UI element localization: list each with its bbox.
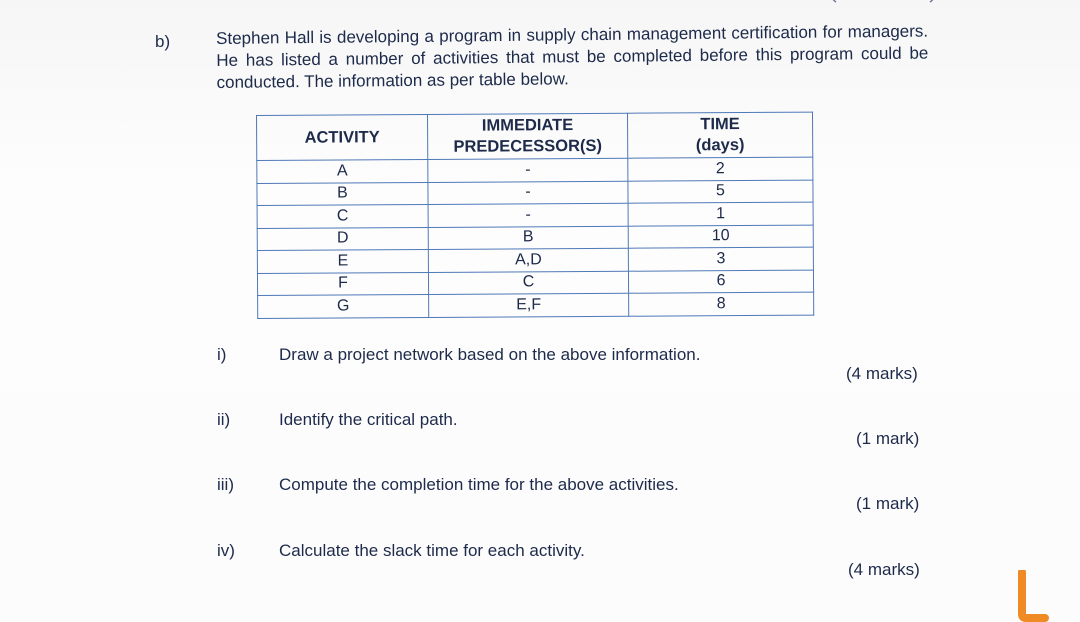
question-text: Draw a project network based on the above information. — [279, 345, 701, 364]
cell-predecessor: B — [428, 226, 628, 250]
cell-activity: A — [257, 159, 428, 183]
cell-activity: C — [257, 204, 428, 228]
cell-activity: D — [257, 227, 428, 251]
question-number: iv) — [217, 541, 235, 560]
cell-predecessor: E,F — [429, 293, 629, 317]
cell-predecessor: A,D — [428, 248, 628, 272]
top-corner-bracket-mark — [828, 0, 938, 6]
activity-table — [256, 112, 814, 319]
question-text: Identify the critical path. — [279, 410, 458, 429]
orange-l-mark — [1015, 570, 1055, 622]
table-row — [257, 270, 813, 296]
header-time-text: TIME (days) — [695, 115, 745, 155]
cell-predecessor: - — [428, 181, 628, 205]
cell-time: 3 — [628, 247, 813, 271]
cell-predecessor: - — [428, 203, 628, 227]
intro-paragraph: Stephen Hall is developing a program in supply chain management certification for managers. He has listed a number of activities that must be completed before this program could be conducted. The information as per table below. — [216, 21, 929, 92]
cell-predecessor: - — [428, 158, 628, 182]
cell-activity: B — [257, 182, 428, 206]
cell-time: 2 — [628, 157, 813, 181]
cell-time: 8 — [629, 292, 814, 316]
cell-activity: F — [257, 272, 428, 296]
header-predecessor — [427, 113, 627, 159]
header-time — [627, 112, 812, 158]
question-text: Compute the completion time for the above activities. — [279, 475, 679, 494]
table-row — [258, 292, 814, 318]
cell-time: 10 — [628, 225, 813, 249]
cell-activity: E — [257, 249, 428, 273]
table-header-row — [257, 112, 813, 160]
cell-time: 5 — [628, 180, 813, 204]
header-activity: ACTIVITY — [257, 114, 428, 160]
question-2-marks: (1 mark) — [856, 429, 920, 448]
cell-predecessor: C — [428, 271, 628, 295]
question-number: iii) — [217, 475, 234, 494]
question-text: Calculate the slack time for each activity. — [279, 541, 585, 560]
part-label: b) — [155, 32, 171, 51]
cell-time: 1 — [628, 202, 813, 226]
question-4-marks: (4 marks) — [848, 560, 920, 579]
cell-time: 6 — [628, 270, 813, 294]
header-predecessor-text: IMMEDIATE PREDECESSOR(S) — [453, 116, 603, 156]
activity-table-container — [256, 112, 814, 319]
cell-activity: G — [258, 294, 429, 318]
question-1-marks: (4 marks) — [846, 364, 918, 383]
question-number: ii) — [217, 410, 231, 429]
question-3-marks: (1 mark) — [856, 494, 920, 513]
question-number: i) — [217, 345, 227, 364]
